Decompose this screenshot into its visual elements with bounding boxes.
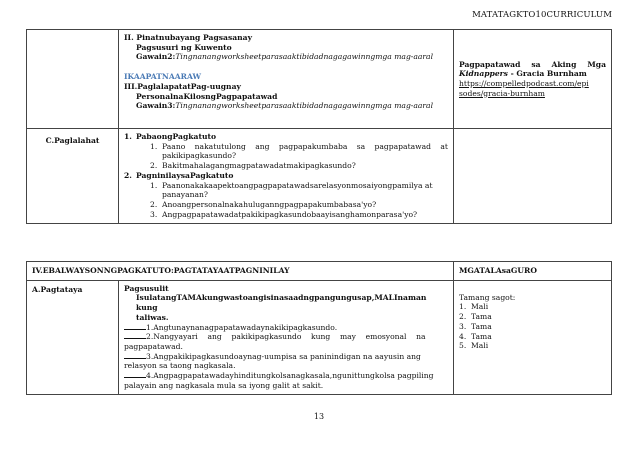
activity-text: Tingnanangworksheetparasaaktibidadnagagawinngmga mag-aaral [175,52,434,62]
day-heading: IKAAPATNAARAW [124,72,201,82]
summary-cell [119,129,454,223]
resource-italic: Kidnappers [459,69,508,79]
section-label: C.Paglalahat [27,129,119,223]
quiz-item-continued: relasyon sa taong nagkasala. [124,361,236,371]
list-item [459,341,606,351]
answer-value: Tama [471,312,492,322]
lesson-table-upper [26,29,612,224]
quiz-item-text: 3.Angpakikipagkasundoaynag-uumpisa sa paninindigan na aayusin ang [146,351,421,361]
list-item [150,181,448,200]
quiz-title: Pagsusulit [124,283,169,293]
list-number: 5. [459,341,467,351]
table-row [27,30,612,129]
list-number: 2. [150,161,158,171]
section-heading: II. Pinatnubayang Pagsasanay [124,33,252,42]
question-text-continued: pakikipagkasundo? [162,151,237,161]
list-number: 2. [150,200,158,210]
list-item [150,210,448,220]
quiz-item [124,323,448,333]
resource-cell [454,30,612,129]
list-number: 3. [459,321,467,331]
list-item [124,132,448,171]
list-number: 1. [459,302,467,312]
answer-key-cell [454,280,612,394]
spacer [124,62,448,72]
resource-title: Pagpapatawad sa Aking Mga [459,59,606,69]
list-item [459,332,606,342]
quiz-item [124,352,448,362]
empty-label-cell [27,30,119,129]
answer-key-title: Tamang sagot: [459,292,516,302]
resource-author: - Gracia Burnham [507,69,587,79]
answer-value: Tama [471,331,492,341]
quiz-item-text: 4.Angpagpapatawadayhinditungkolsanagkasala,ngunittungkolsa pagpiling [146,371,434,381]
list-item [150,142,448,161]
list-number: 1. [124,132,132,142]
group-title: PagninilaysaPagkatuto [136,170,234,180]
question-text: Paano nakatutulong ang pagpapakumbaba sa pagpapatawad at [162,141,448,151]
quiz-cell [119,280,454,394]
summary-list [124,132,448,219]
group-title: PabaongPagkatuto [136,132,217,142]
answer-key-list [459,302,606,351]
teacher-notes-heading: MGATALAsaGURO [454,262,612,281]
answer-blank [124,333,146,339]
quiz-item [124,371,448,381]
section-label: A.Pagtataya [27,280,119,394]
activity-label: Gawain3: [136,101,176,111]
page-number: 13 [313,412,325,421]
activity-text: Tingnanangworksheetparasaaktibidadnagagawinngmga mag-aaral [175,101,434,111]
resource-subtitle [459,69,606,79]
page-header-title: MATATAGKTO10CURRICULUM [472,10,612,20]
list-number: 2. [459,312,467,322]
question-text: Paanonakakaapektoangpagpapatawadsarelasyonmosaiyongpamilya at [162,180,433,190]
list-number: 3. [150,209,158,219]
activity-line [124,52,448,62]
answer-value: Mali [471,302,489,312]
list-item [459,312,606,322]
question-text: Bakitmahalagangmagpatawadatmakipagkasundo? [162,161,356,171]
evaluation-heading: IV.EBALWAYSONNGPAGKATUTO:PAGTATAYAATPAGNINILAY [27,262,454,281]
list-number: 1. [150,180,158,190]
answer-blank [124,372,146,378]
activity-label: Gawain2: [136,52,176,62]
question-text: Anoangpersonalnakahuluganngpagpapakumbabasa'yo? [162,200,377,210]
section-heading: III.PaglalapatatPag-uugnay [124,81,241,91]
list-item [150,200,448,210]
quiz-item-text: 1.Angtunaynanagpapatawadaynakikipagkasundo. [146,322,338,332]
list-number: 2. [124,170,132,180]
table-row [27,280,612,394]
answer-value: Mali [471,341,489,351]
question-text-continued: panayanan? [162,190,209,200]
list-number: 4. [459,331,467,341]
subheading: PersonalnaKilosngPagpapatawad [136,91,278,101]
subheading: Pagsusuri ng Kuwento [136,42,232,52]
list-item [150,161,448,171]
list-item [459,302,606,312]
quiz-instruction: IsulatangTAMAkungwastoangisinasaadngpangungusap,MALInaman kung [136,293,427,313]
activity-line [124,101,448,125]
empty-notes-cell [454,129,612,223]
list-number: 1. [150,141,158,151]
question-text: Angpagpapatawadatpakikipagkasundobaayisanghamonparasa'yo? [162,209,418,219]
list-item [124,171,448,220]
answer-blank [124,324,146,330]
quiz-item-continued: pagpapatawad. [124,342,183,352]
question-list [136,142,448,171]
lesson-table-evaluation [26,261,612,395]
answer-blank [124,353,146,359]
quiz-instruction-continued: taliwas. [136,312,169,322]
activities-cell [119,30,454,129]
table-header-row [27,262,612,281]
quiz-item [124,332,448,342]
quiz-item-continued: palayain ang nagkasala mula sa iyong galit at sakit. [124,380,324,390]
question-list [136,181,448,220]
answer-value: Tama [471,321,492,331]
list-item [459,322,606,332]
quiz-item-text: 2.Nangyayari ang pakikipagkasundo kung may emosyonal na [146,332,426,342]
resource-link[interactable]: https://compelledpodcast.com/epi [459,79,589,89]
table-row [27,129,612,223]
resource-link-continued[interactable]: sodes/gracia-burnham [459,88,545,98]
